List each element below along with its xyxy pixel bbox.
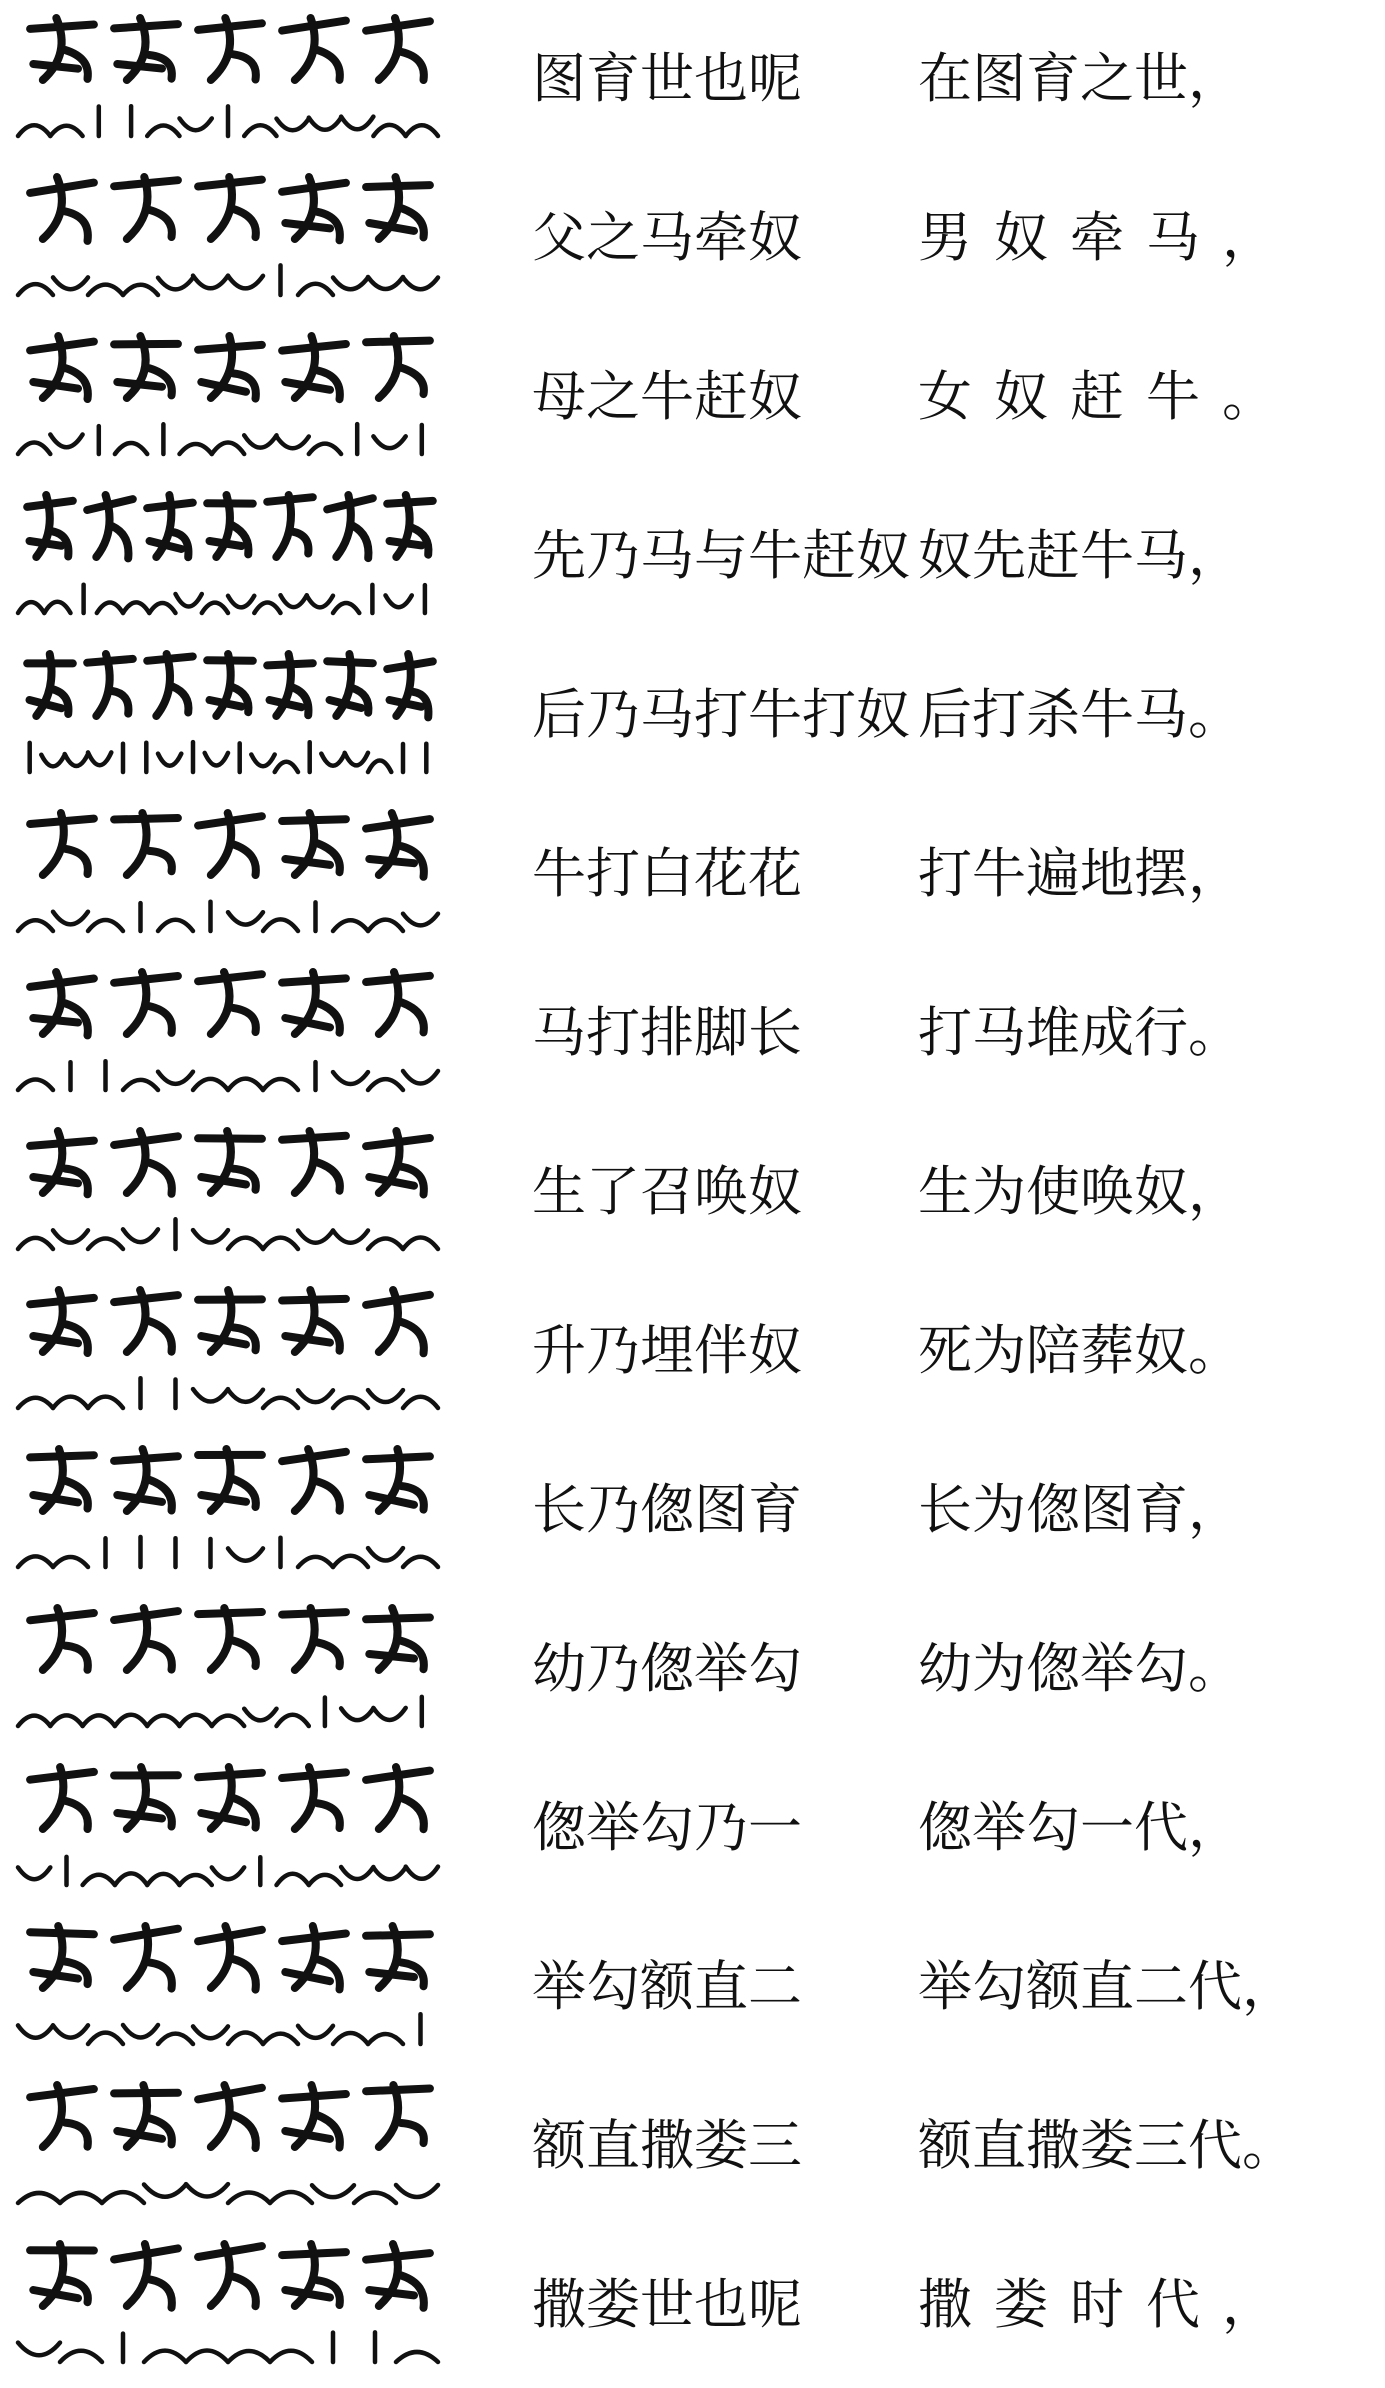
verse-row [0, 159, 1385, 318]
transliteration-text: 长乃偬图育 [532, 1478, 802, 1541]
yi-glyphs-drawing [14, 803, 454, 943]
verse-row [0, 795, 1385, 954]
translation-text: 幼为偬举勾。 [918, 1637, 1242, 1700]
transliteration-text: 举勾额直二 [532, 1955, 802, 2018]
yi-glyphs-drawing [14, 962, 454, 1102]
yi-glyphs-drawing [14, 1598, 454, 1738]
translation-text: 长为偬图育， [918, 1478, 1242, 1541]
translation-text: 生为使唤奴， [918, 1160, 1242, 1223]
handwritten-yi-script [14, 803, 454, 943]
handwritten-yi-script [14, 1916, 454, 2056]
handwritten-yi-script [14, 326, 454, 466]
handwritten-yi-script [14, 1757, 454, 1897]
transliteration-text: 父之马牵奴 [532, 206, 802, 269]
verse-row [0, 1590, 1385, 1749]
transliteration-text: 偬举勾乃一 [532, 1796, 802, 1859]
transliteration-text: 生了召唤奴 [532, 1160, 802, 1223]
handwritten-yi-script [14, 1439, 454, 1579]
verse-row [0, 1431, 1385, 1590]
verse-row [0, 0, 1385, 159]
yi-glyphs-drawing [14, 2234, 454, 2374]
handwritten-yi-script [14, 2234, 454, 2374]
translation-text: 男奴牵马， [918, 206, 1298, 269]
yi-glyphs-drawing [14, 485, 454, 625]
transliteration-text: 图育世也呢 [532, 47, 802, 110]
yi-glyphs-drawing [14, 1916, 454, 2056]
translation-text: 女奴赶牛。 [918, 365, 1298, 428]
translation-text: 打牛遍地摆， [918, 842, 1242, 905]
verse-row [0, 636, 1385, 795]
translation-text: 奴先赶牛马， [918, 524, 1242, 587]
yi-glyphs-drawing [14, 1121, 454, 1261]
handwritten-yi-script [14, 167, 454, 307]
verse-row [0, 954, 1385, 1113]
translation-text: 后打杀牛马。 [918, 683, 1242, 746]
yi-glyphs-drawing [14, 2075, 454, 2215]
yi-glyphs-drawing [14, 644, 454, 784]
yi-glyphs-drawing [14, 1757, 454, 1897]
transliteration-text: 牛打白花花 [532, 842, 802, 905]
transliteration-text: 撒娄世也呢 [532, 2273, 802, 2336]
transliteration-text: 母之牛赶奴 [532, 365, 802, 428]
verse-row [0, 1272, 1385, 1431]
yi-glyphs-drawing [14, 1439, 454, 1579]
verse-row [0, 2226, 1385, 2385]
verse-row [0, 477, 1385, 636]
translation-text: 死为陪葬奴。 [918, 1319, 1242, 1382]
yi-glyphs-drawing [14, 8, 454, 148]
verse-row [0, 1113, 1385, 1272]
translation-text: 额直撒娄三代。 [918, 2114, 1296, 2177]
transliteration-text: 先乃马与牛赶奴 [532, 524, 910, 587]
handwritten-yi-script [14, 644, 454, 784]
yi-glyphs-drawing [14, 167, 454, 307]
transliteration-text: 额直撒娄三 [532, 2114, 802, 2177]
verse-row [0, 318, 1385, 477]
transliteration-text: 马打排脚长 [532, 1001, 802, 1064]
handwritten-yi-script [14, 2075, 454, 2215]
verse-row [0, 2067, 1385, 2226]
handwritten-yi-script [14, 485, 454, 625]
yi-glyphs-drawing [14, 326, 454, 466]
handwritten-yi-script [14, 962, 454, 1102]
translation-text: 在图育之世， [918, 47, 1242, 110]
transliteration-text: 后乃马打牛打奴 [532, 683, 910, 746]
verse-row [0, 1908, 1385, 2067]
handwritten-yi-script [14, 1121, 454, 1261]
translation-text: 撒娄时代， [918, 2273, 1298, 2336]
transliteration-text: 幼乃偬举勾 [532, 1637, 802, 1700]
translation-text: 打马堆成行。 [918, 1001, 1242, 1064]
translation-text: 举勾额直二代， [918, 1955, 1296, 2018]
yi-glyphs-drawing [14, 1280, 454, 1420]
handwritten-yi-script [14, 8, 454, 148]
transliteration-text: 升乃埋伴奴 [532, 1319, 802, 1382]
handwritten-yi-script [14, 1598, 454, 1738]
translation-text: 偬举勾一代， [918, 1796, 1242, 1859]
handwritten-yi-script [14, 1280, 454, 1420]
verse-row [0, 1749, 1385, 1908]
